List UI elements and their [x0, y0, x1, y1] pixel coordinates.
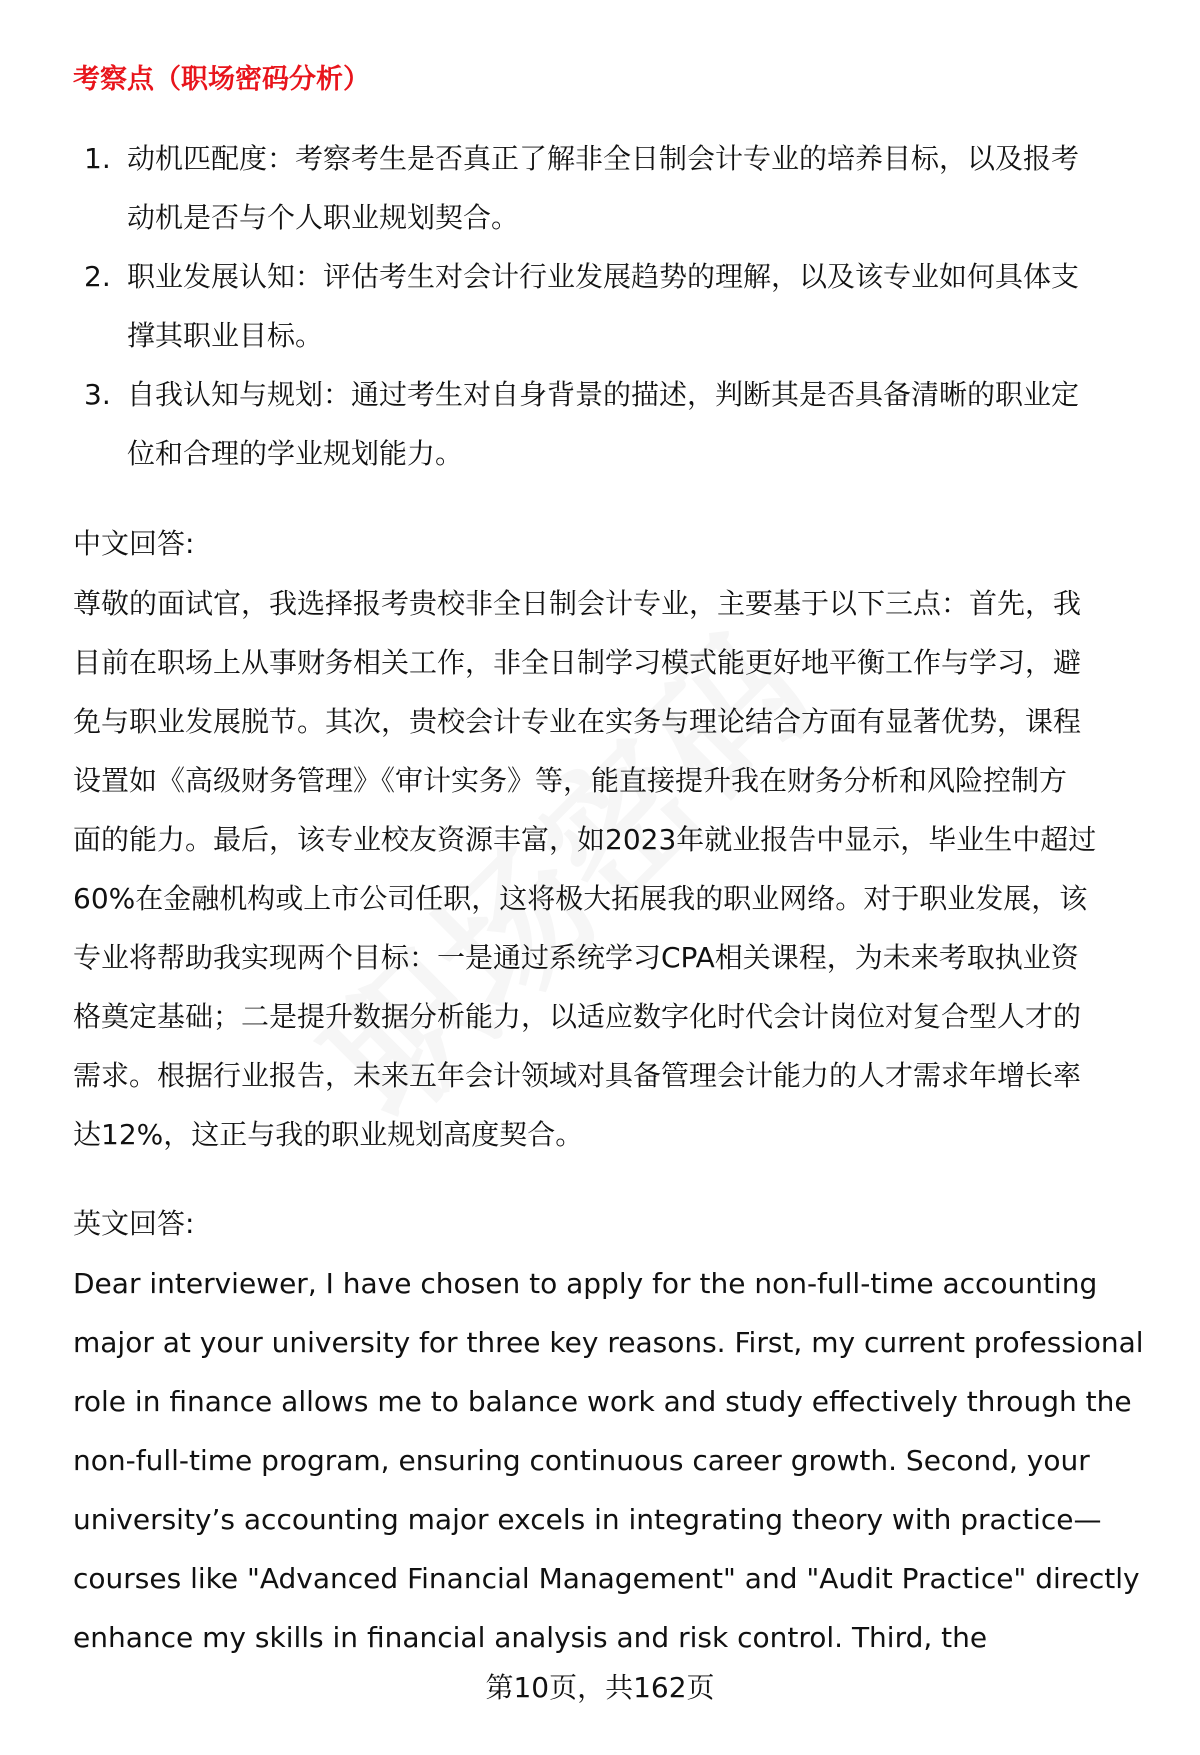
paragraph-line: 尊敬的面试官，我选择报考贵校非全日制会计专业，主要基于以下三点：首先，我: [73, 587, 1082, 620]
paragraph-line: 需求。根据行业报告，未来五年会计领域对具备管理会计能力的人才需求年增长率: [73, 1059, 1082, 1092]
paragraph-line: 专业将帮助我实现两个目标：一是通过系统学习CPA相关课程，为未来考取执业资: [73, 941, 1079, 974]
list-item-line: 自我认知与规划：通过考生对自身背景的描述，判断其是否具备清晰的职业定: [127, 378, 1080, 411]
paragraph-line: role in finance allows me to balance work and study effectively through the: [73, 1385, 1132, 1418]
paragraph-line: major at your university for three key reasons. First, my current professional: [73, 1326, 1144, 1359]
chinese-answer-heading: 中文回答:: [73, 527, 195, 560]
list-item-line: 位和合理的学业规划能力。: [127, 437, 464, 470]
paragraph-line: 达12%，这正与我的职业规划高度契合。: [73, 1118, 584, 1151]
page-number: 第10页，共162页: [485, 1671, 715, 1704]
paragraph-line: 60%在金融机构或上市公司任职，这将极大拓展我的职业网络。对于职业发展，该: [73, 882, 1088, 915]
list-number: 3.: [84, 378, 111, 411]
paragraph-line: enhance my skills in financial analysis and risk control. Third, the: [73, 1621, 988, 1654]
paragraph-line: 设置如《高级财务管理》《审计实务》等，能直接提升我在财务分析和风险控制方: [73, 764, 1068, 797]
list-item-line: 动机匹配度：考察考生是否真正了解非全日制会计专业的培养目标，以及报考: [127, 142, 1080, 175]
paragraph-line: 格奠定基础；二是提升数据分析能力，以适应数字化时代会计岗位对复合型人才的: [73, 1000, 1082, 1033]
paragraph-line: 免与职业发展脱节。其次，贵校会计专业在实务与理论结合方面有显著优势，课程: [73, 705, 1082, 738]
paragraph-line: university’s accounting major excels in integrating theory with practice—: [73, 1503, 1102, 1536]
list-number: 1.: [84, 142, 111, 175]
paragraph-line: 面的能力。最后，该专业校友资源丰富，如2023年就业报告中显示，毕业生中超过: [73, 823, 1097, 856]
list-item-line: 动机是否与个人职业规划契合。: [127, 201, 520, 234]
paragraph-line: non-full-time program, ensuring continuous career growth. Second, your: [73, 1444, 1090, 1477]
paragraph-line: 目前在职场上从事财务相关工作，非全日制学习模式能更好地平衡工作与学习，避: [73, 646, 1082, 679]
english-answer-heading: 英文回答:: [73, 1207, 195, 1240]
list-number: 2.: [84, 260, 111, 293]
section-title: 考察点（职场密码分析）: [73, 64, 370, 95]
list-item-line: 撑其职业目标。: [127, 319, 324, 352]
paragraph-line: Dear interviewer, I have chosen to apply for the non-full-time accounting: [73, 1267, 1098, 1300]
list-item-line: 职业发展认知：评估考生对会计行业发展趋势的理解，以及该专业如何具体支: [127, 260, 1080, 293]
paragraph-line: courses like "Advanced Financial Management" and "Audit Practice" directly: [73, 1562, 1140, 1595]
